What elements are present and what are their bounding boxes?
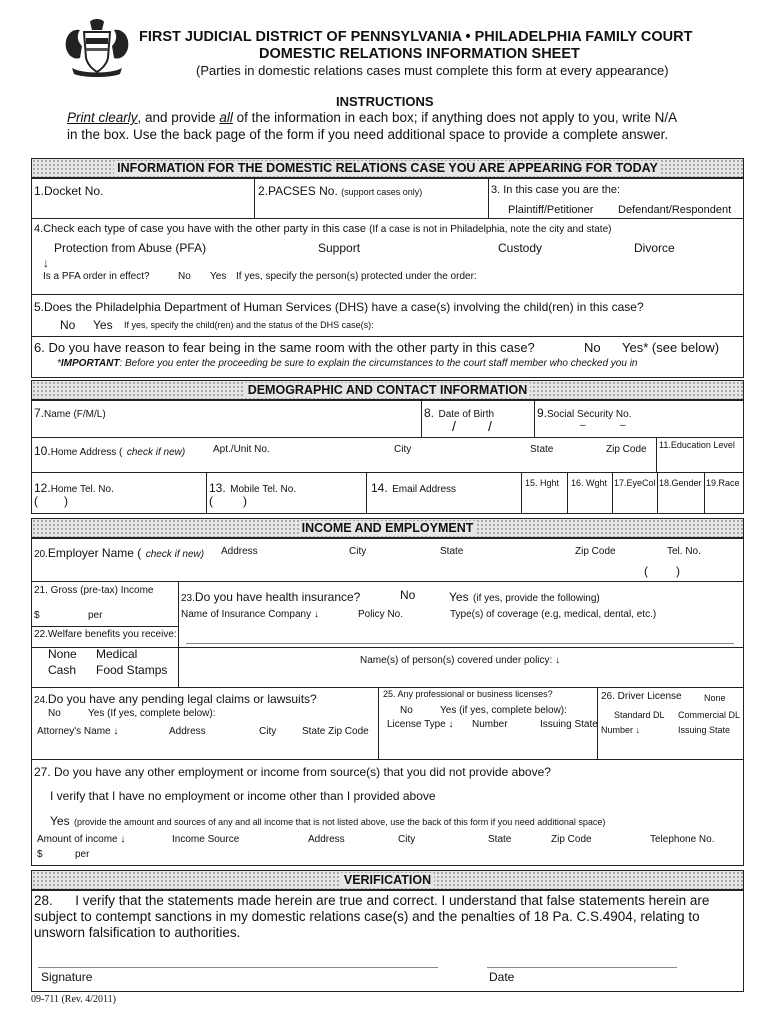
home-address-field[interactable]: 10.Home Address ( check if new)	[34, 444, 186, 458]
party-role-label: 3. In this case you are the:	[491, 184, 621, 196]
insurance-company-label: Name of Insurance Company ↓	[181, 609, 319, 620]
mobile-tel-paren-open: (	[209, 494, 213, 508]
no-other-income-option[interactable]: I verify that I have no employment or income other than I provided above	[50, 789, 436, 803]
race-field[interactable]: 19.Race	[706, 478, 740, 488]
legal-claims-question: 24.Do you have any pending legal claims or lawsuits?	[34, 692, 317, 706]
insurance-no-option[interactable]: No	[400, 588, 416, 602]
policy-no-label: Policy No.	[358, 609, 404, 620]
important-note: *IMPORTANT: Before you enter the proceeding be sure to explain the circumstances to the court staff member who checked you in	[57, 358, 638, 369]
employer-tel-paren-open: (	[644, 564, 648, 578]
instructions-title: INSTRUCTIONS	[336, 94, 434, 109]
email-field[interactable]: 14. Email Address	[371, 481, 457, 495]
other-income-city-label: City	[398, 834, 416, 845]
driver-license-issuing-state-label: Issuing State	[678, 725, 731, 735]
custody-option[interactable]: Custody	[498, 241, 543, 255]
dhs-case-question: 5.Does the Philadelphia Department of Human Services (DHS) have a case(s) involving the child(ren) in this case?	[34, 300, 644, 314]
mobile-tel-field[interactable]: 13. Mobile Tel. No.	[209, 481, 297, 495]
ssn-separator-2: –	[620, 420, 626, 431]
welfare-cash-option[interactable]: Cash	[48, 663, 77, 677]
dhs-yes-option[interactable]: Yes	[93, 318, 113, 332]
pfa-yes-option[interactable]: Yes	[210, 271, 227, 282]
other-income-dollar-sign: $	[37, 849, 43, 860]
employer-state-label: State	[440, 546, 464, 557]
education-level-field[interactable]: 11.Education Level	[659, 440, 735, 450]
pacses-no-field[interactable]: 2.PACSES No. (support cases only)	[258, 184, 423, 198]
fear-yes-option[interactable]: Yes* (see below)	[622, 340, 720, 355]
home-tel-field[interactable]: 12.Home Tel. No.	[34, 481, 114, 495]
divorce-option[interactable]: Divorce	[634, 241, 675, 255]
claims-no-option[interactable]: No	[48, 708, 61, 719]
apt-unit-label: Apt./Unit No.	[213, 444, 270, 455]
signature-line[interactable]	[38, 967, 438, 968]
standard-dl-option[interactable]: Standard DL	[614, 710, 665, 720]
plaintiff-option[interactable]: Plaintiff/Petitioner	[508, 204, 594, 216]
date-of-birth-field[interactable]: 8. Date of Birth	[424, 406, 495, 420]
verification-statement-line-1: 28. I verify that the statements made herein are true and correct. I understand that false statements herein are	[34, 893, 710, 908]
verification-statement-line-3: unsworn falsification to authorities.	[34, 925, 241, 940]
address-zip-label: Zip Code	[606, 444, 647, 455]
section-case-info-header: INFORMATION FOR THE DOMESTIC RELATIONS CASE YOU ARE APPEARING FOR TODAY	[31, 158, 744, 178]
ssn-field[interactable]: 9.Social Security No.	[537, 406, 632, 420]
licenses-question: 25. Any professional or business licenses?	[383, 689, 553, 699]
home-tel-paren-close: )	[64, 494, 68, 508]
address-state-label: State	[530, 444, 554, 455]
welfare-food-stamps-option[interactable]: Food Stamps	[96, 663, 168, 677]
employer-tel-label: Tel. No.	[667, 546, 701, 557]
section-income-header: INCOME AND EMPLOYMENT	[31, 518, 744, 538]
health-insurance-question: 23.Do you have health insurance?	[181, 590, 361, 604]
coverage-type-label: Type(s) of coverage (e.g, medical, dental, etc.)	[450, 609, 657, 620]
attorney-name-label: Attorney's Name ↓	[37, 726, 119, 737]
dob-separator-1: /	[452, 418, 456, 434]
claims-yes-option[interactable]: Yes (If yes, complete below):	[88, 708, 216, 719]
header-subtitle: (Parties in domestic relations cases must complete this form at every appearance)	[196, 63, 669, 78]
driver-license-number-label: Number ↓	[601, 725, 641, 735]
income-source-label: Income Source	[172, 834, 240, 845]
licenses-no-option[interactable]: No	[400, 705, 413, 716]
other-income-question: 27. Do you have any other employment or income from source(s) that you did not provide above?	[34, 765, 551, 779]
insurance-yes-option[interactable]: Yes (if yes, provide the following)	[449, 590, 600, 604]
address-city-label: City	[394, 444, 412, 455]
name-field[interactable]: 7.Name (F/M/L)	[34, 406, 106, 420]
other-income-per-label[interactable]: per	[75, 849, 90, 860]
home-tel-paren-open: (	[34, 494, 38, 508]
employer-city-label: City	[349, 546, 367, 557]
driver-license-none-option[interactable]: None	[704, 693, 726, 703]
license-issuing-state-label: Issuing State	[540, 719, 598, 730]
covered-persons-label: Name(s) of person(s) covered under policy: ↓	[360, 655, 561, 666]
defendant-option[interactable]: Defendant/Respondent	[618, 204, 732, 216]
attorney-address-label: Address	[169, 726, 206, 737]
pfa-order-question: Is a PFA order in effect?	[43, 271, 150, 282]
other-income-zip-label: Zip Code	[551, 834, 592, 845]
section-demographic-header: DEMOGRAPHIC AND CONTACT INFORMATION	[31, 380, 744, 400]
form-title: DOMESTIC RELATIONS INFORMATION SHEET	[259, 46, 580, 62]
dhs-yes-note: If yes, specify the child(ren) and the status of the DHS case(s):	[124, 320, 374, 330]
dhs-no-option[interactable]: No	[60, 318, 76, 332]
pfa-yes-note: If yes, specify the person(s) protected under the order:	[236, 271, 477, 282]
court-seal-logo	[62, 18, 132, 80]
employer-address-label: Address	[221, 546, 258, 557]
ssn-separator-1: –	[580, 420, 586, 431]
commercial-dl-option[interactable]: Commercial DL	[678, 710, 741, 720]
case-type-question: 4.Check each type of case you have with the other party in this case (If a case is not in Philadelphia, note the city and state)	[34, 223, 612, 235]
docket-no-field[interactable]: 1.Docket No.	[34, 184, 104, 198]
other-income-yes-option[interactable]: Yes (provide the amount and sources of any and all income that is not listed above, use the back of this form if you need additional space)	[50, 814, 606, 828]
date-line[interactable]	[487, 967, 677, 968]
employer-zip-label: Zip Code	[575, 546, 616, 557]
dob-separator-2: /	[488, 418, 492, 434]
eye-color-field[interactable]: 17.EyeCol	[614, 478, 656, 488]
support-option[interactable]: Support	[318, 241, 361, 255]
license-number-label: Number	[472, 719, 508, 730]
income-dollar-sign: $	[34, 610, 40, 621]
pfa-no-option[interactable]: No	[178, 271, 191, 282]
verification-statement-line-2: subject to contempt sanctions in my domestic relations case(s) and the penalties of 18 Pa. C.S.4904, relating to	[34, 909, 700, 924]
other-income-state-label: State	[488, 834, 512, 845]
header-court-name: FIRST JUDICIAL DISTRICT OF PENNSYLVANIA • PHILADELPHIA FAMILY COURT	[139, 29, 693, 45]
other-income-address-label: Address	[308, 834, 345, 845]
instructions-line-1: Print clearly, and provide all of the information in each box; if anything does not apply to you, write N/A	[67, 110, 678, 125]
gender-field[interactable]: 18.Gender	[659, 478, 702, 488]
income-per-label[interactable]: per	[88, 610, 103, 621]
fear-question: 6. Do you have reason to fear being in the same room with the other party in this case?	[34, 340, 535, 355]
fear-no-option[interactable]: No	[584, 340, 601, 355]
amount-of-income-label: Amount of income ↓	[37, 834, 126, 845]
gross-income-label: 21. Gross (pre-tax) Income	[34, 585, 154, 596]
other-income-tel-label: Telephone No.	[650, 834, 715, 845]
employer-name-field[interactable]: 20.Employer Name ( check if new)	[34, 546, 205, 560]
attorney-city-label: City	[259, 726, 277, 737]
down-arrow-icon: ↓	[43, 256, 49, 270]
section-verification-header: VERIFICATION	[31, 870, 744, 890]
signature-label: Signature	[41, 970, 93, 984]
height-field[interactable]: 15. Hght	[525, 478, 560, 488]
licenses-yes-option[interactable]: Yes (if yes, complete below):	[440, 705, 567, 716]
date-label: Date	[489, 970, 515, 984]
welfare-none-option[interactable]: None	[48, 647, 77, 661]
mobile-tel-paren-close: )	[243, 494, 247, 508]
form-number: 09-711 (Rev. 4/2011)	[31, 994, 116, 1005]
pfa-option[interactable]: Protection from Abuse (PFA)	[54, 241, 207, 255]
welfare-label: 22.Welfare benefits you receive:	[34, 629, 177, 640]
attorney-state-zip-label: State Zip Code	[302, 726, 369, 737]
welfare-medical-option[interactable]: Medical	[96, 647, 138, 661]
license-type-label: License Type ↓	[387, 719, 454, 730]
instructions-line-2: in the box. Use the back page of the form if you need additional space to provide a complete answer.	[67, 127, 669, 142]
employer-tel-paren-close: )	[676, 564, 680, 578]
driver-license-label: 26. Driver License	[601, 691, 682, 702]
weight-field[interactable]: 16. Wght	[571, 478, 608, 488]
